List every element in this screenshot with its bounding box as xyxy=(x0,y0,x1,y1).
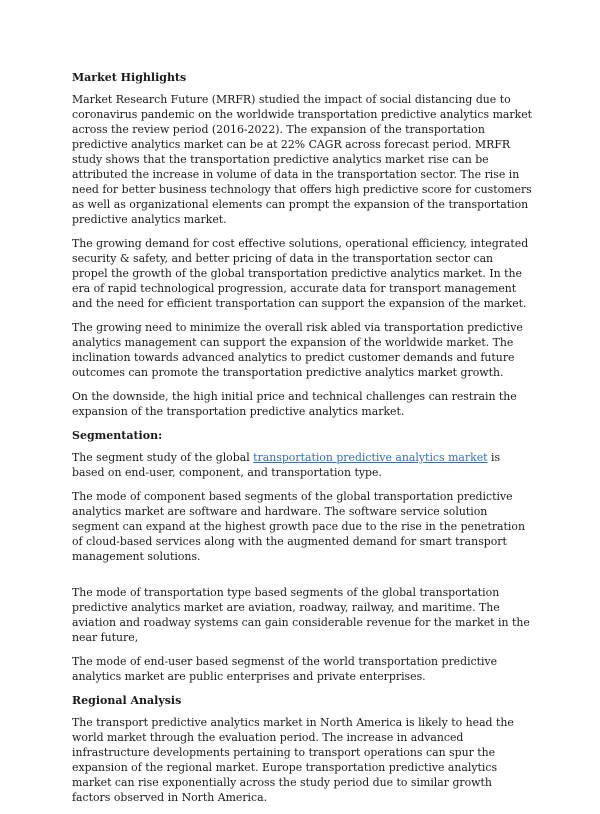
paragraph-seg-3: The mode of transportation type based segments of the global transportation predictive analytics market are aviation, roadway, railway, and maritime. The aviation and roadway systems can gain considerable revenue for the market in the near future, xyxy=(72,586,530,644)
document-page xyxy=(72,70,532,814)
seg-1-text-before: The segment study of the global xyxy=(72,451,254,464)
paragraph-mh-3: The growing need to minimize the overall risk abled via transportation predictive analytics management can support the expansion of the worldwide market. The inclination towards advanced analytics to predict customer demands and future outcomes can promote the transportation predictive analytics market growth. xyxy=(72,321,523,379)
seg-1-text-after: is based on end-user, component, and transportation type. xyxy=(72,451,501,479)
spacer xyxy=(72,573,532,585)
paragraph-mh-4: On the downside, the high initial price and technical challenges can restrain the expansion of the transportation predictive analytics market. xyxy=(72,390,517,418)
heading-market-highlights: Market Highlights xyxy=(72,71,187,84)
paragraph-mh-2: The growing demand for cost effective solutions, operational efficiency, integrated security & safety, and better pricing of data in the transportation sector can propel the growth of the global transportation predictive analytics market. In the era of rapid technological progression, accurate data for transport management and the need for efficient transportation can support the expansion of the market. xyxy=(72,237,529,310)
paragraph-seg-4: The mode of end-user based segmenst of the world transportation predictive analytics market are public enterprises and private enterprises. xyxy=(72,655,498,683)
paragraph-regional-1: The transport predictive analytics market in North America is likely to head the world market through the evaluation period. The increase in advanced infrastructure developments pertaining to transport operations can spur the expansion of the regional market. Europe transportation predictive analytics market can rise exponentially across the study period due to similar growth factors observed in North America. xyxy=(72,716,514,804)
paragraph-seg-2: The mode of component based segments of the global transportation predictive analytics market are software and hardware. The software service solution segment can expand at the highest growth pace due to the rise in the penetration of cloud-based services along with the augmented demand for smart transport management solutions. xyxy=(72,490,525,563)
heading-segmentation: Segmentation: xyxy=(72,429,163,442)
paragraph-seg-1 xyxy=(72,450,532,480)
heading-regional-analysis: Regional Analysis xyxy=(72,694,182,707)
market-link[interactable]: transportation predictive analytics market xyxy=(253,451,488,464)
paragraph-mh-1: Market Research Future (MRFR) studied the impact of social distancing due to coronavirus pandemic on the worldwide transportation predictive analytics market across the review period (2016-2022). The expansion of the transportation predictive analytics market can be at 22% CAGR across forecast period. MRFR study shows that the transportation predictive analytics market rise can be attributed the increase in volume of data in the transportation sector. The rise in need for better business technology that offers high predictive score for customers as well as organizational elements can prompt the expansion of the transportation predictive analytics market. xyxy=(72,93,533,226)
